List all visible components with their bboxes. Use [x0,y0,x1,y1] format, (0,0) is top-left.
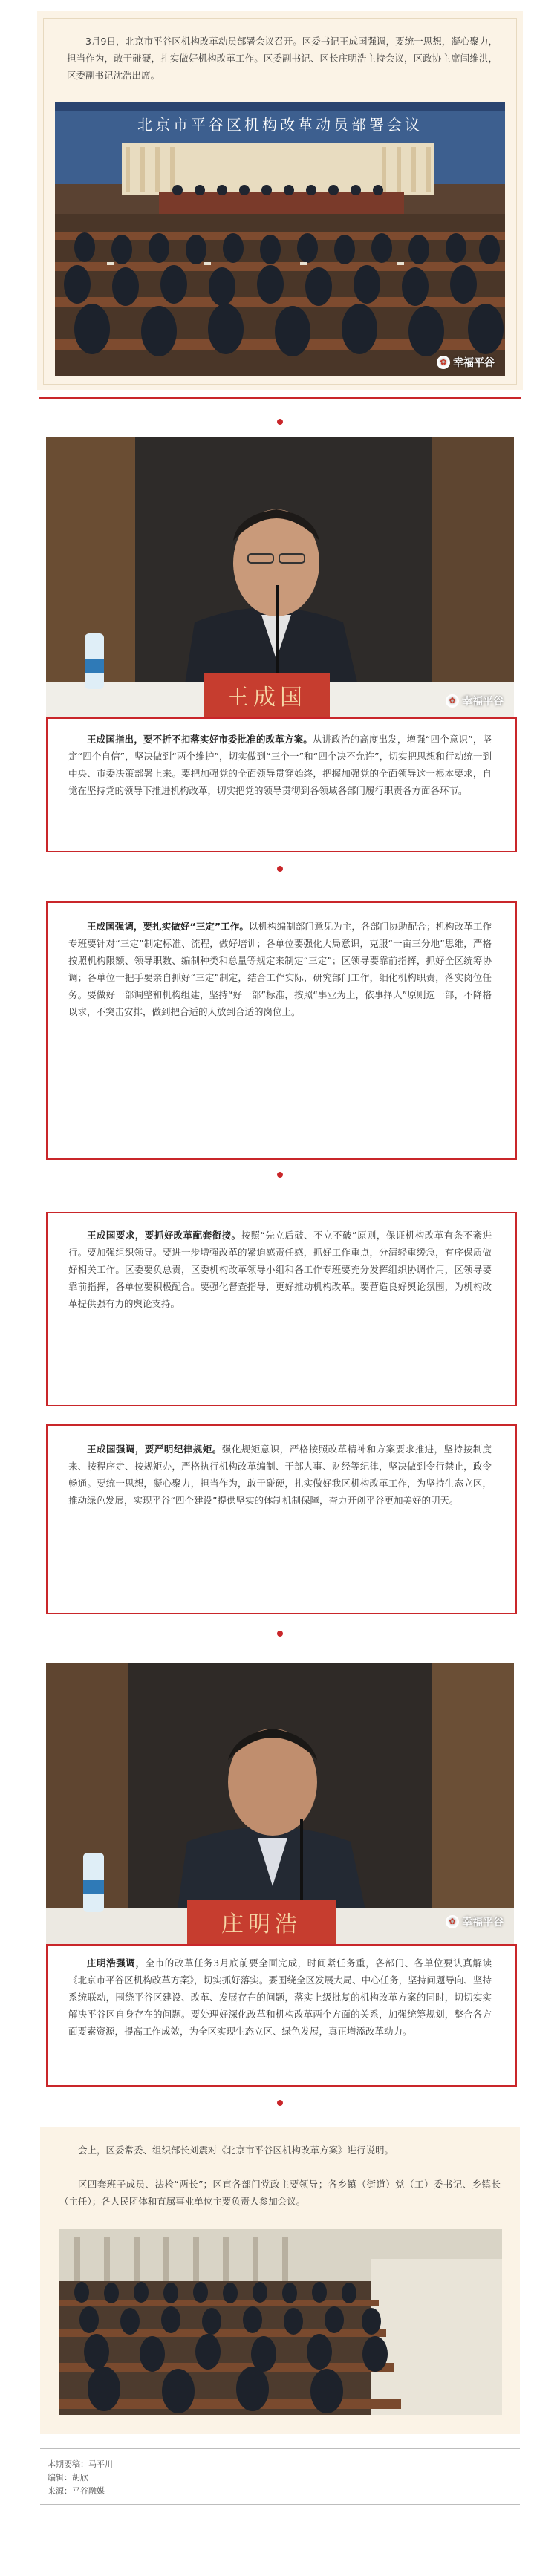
credit-line-3: 来源：平谷融媒 [48,2486,105,2496]
section-body-3: 按照“先立后破、不立不破”原则，保证机构改革有条不紊进行。要加强组织领导。要进一步增强改革的紧迫感责任感，抓好工作重点，分清轻重缓急，有序保质做好相关工作。区委要负总责，区委机构改革领导小组和各工作专班要充分发挥组织协调作用，区领导要靠前指挥，各单位要积极配合。要强化督查指导，更好推动机构改革。要营造良好舆论氛围，为机构改革提供强有力的舆论支持。 [68,1230,492,1309]
section-lead-5: 庄明浩强调， [87,1957,146,1969]
meeting-hall-photo [55,102,505,376]
watermark [446,1914,504,1929]
divider-line [39,397,521,399]
outro-text-2: 区四套班子成员、法检“两长”；区直各部门党政主要领导；各乡镇（街道）党（工）委书记、乡镇长（主任）；各人民团体和直属事业单位主要负责人参加会议。 [59,2179,501,2207]
meeting-hall-illustration [55,102,505,376]
footer-divider-top [40,2448,520,2449]
section-text-4 [68,1441,492,1509]
watermark-text: 幸福平谷 [453,357,495,369]
footer-divider-bottom [40,2504,520,2505]
section-lead-4: 王成国强调，要严明纪律规矩。 [87,1444,222,1455]
section-lead-1: 王成国指出，要不折不扣落实好市委批准的改革方案。 [87,734,313,745]
section-lead-3: 王成国要求，要抓好改革配套衔接。 [87,1230,241,1241]
section-text-1 [68,731,492,799]
section-body-5: 全市的改革任务3月底前要全面完成，时间紧任务重，各部门、各单位要认真解读《北京市平谷区机构改革方案》，切实抓好落实。要围绕全区发展大局、中心任务，坚持问题导向、坚持系统联动，围绕平谷区建设、改革、发展存在的问题，落实上级批复的机构改革方案的同时，切切实实解决平谷区自身存在的问题。要处理好深化改革和机构改革两个方面的关系，加强统筹规划，整合各方面要素资源，提高工作成效，为全区实现生态立区、绿色发展，真正增添改革动力。 [68,1957,492,2037]
section-text-5 [68,1954,492,2040]
divider-dot [277,1631,283,1637]
watermark-logo-icon: ✿ [437,356,450,369]
meeting-banner: 北京市平谷区机构改革动员部署会议 [137,116,423,134]
divider-dot [277,866,283,872]
section-body-1: 从讲政治的高度出发，增强“四个意识”，坚定“四个自信”，坚决做到“两个维护”，切实做到“三个一”和“四个决不允许”，切实把思想和行动统一到中央、市委决策部署上来。要把加强党的全面领导贯穿始终，把握加强党的全面领导这一根本要求，自觉在坚持党的领导下推进机构改革，切实把党的领导贯彻到各领域各部门履行职责各方面各环节。 [68,734,492,796]
nameplate [204,673,330,717]
section-text-2 [68,918,492,1020]
nameplate-text: 王成国 [227,685,307,711]
watermark-text: 幸福平谷 [462,696,504,708]
divider-dot [277,419,283,425]
watermark [446,694,504,708]
speaker-photo-wang [46,437,514,717]
credit-line-2: 编辑：胡欣 [48,2473,88,2482]
section-lead-2: 王成国强调，要扎实做好“三定”工作。 [87,921,249,932]
watermark [437,355,495,370]
divider-dot [277,2100,283,2106]
audience-photo [59,2229,502,2415]
intro-text: 3月9日，北京市平谷区机构改革动员部署会议召开。区委书记王成国强调，要统一思想，凝心聚力，担当作为，敢于碰硬，扎实做好机构改革工作。区委副书记、区长庄明浩主持会议，区政协主席闫维洪，区委副书记沈浩出席。 [67,36,498,81]
section-text-3 [68,1227,492,1312]
speaker-photo-zhuang [46,1663,514,1944]
watermark-text: 幸福平谷 [462,1917,504,1928]
section-body-2: 以机构编制部门意见为主，各部门协助配合；机构改革工作专班要针对“三定”制定标准、流程，做好培训；各单位要强化大局意识，克服“一亩三分地”思维，严格按照机构限额、领导职数、编制种类和总量等规定来制定“三定”；区领导要靠前指挥，抓好全区统筹协调；各单位一把手要亲自抓好“三定”制定，结合工作实际，研究部门工作，细化机构职责，落实岗位任务。要做好干部调整和机构组建，坚持“好干部”标准，按照“事业为上，依事择人”原则选干部，不降格以求，不突击安排，做到把合适的人放到合适的岗位上。 [68,921,492,1017]
nameplate-text: 庄明浩 [221,1911,302,1937]
outro-text-1: 会上，区委常委、组织部长刘震对《北京市平谷区机构改革方案》进行说明。 [78,2145,394,2156]
divider-dot [277,1172,283,1178]
nameplate [187,1900,336,1944]
section-body-4: 强化规矩意识，严格按照改革精神和方案要求推进，坚持按制度来、按程序走、按规矩办，严格执行机构改革编制、干部人事、财经等纪律，坚决做到令行禁止，政令畅通。要统一思想，凝心聚力，担当作为，敢于碰硬，扎实做好我区机构改革工作，为坚持生态立区，推动绿色发展，实现平谷“四个建设”提供坚实的体制机制保障，奋力开创平谷更加美好的明天。 [68,1444,492,1506]
credit-line-1: 本期要稿：马平川 [48,2459,113,2469]
audience-illustration [59,2229,502,2415]
watermark-logo-icon: ✿ [446,694,459,708]
watermark-logo-icon: ✿ [446,1915,459,1928]
